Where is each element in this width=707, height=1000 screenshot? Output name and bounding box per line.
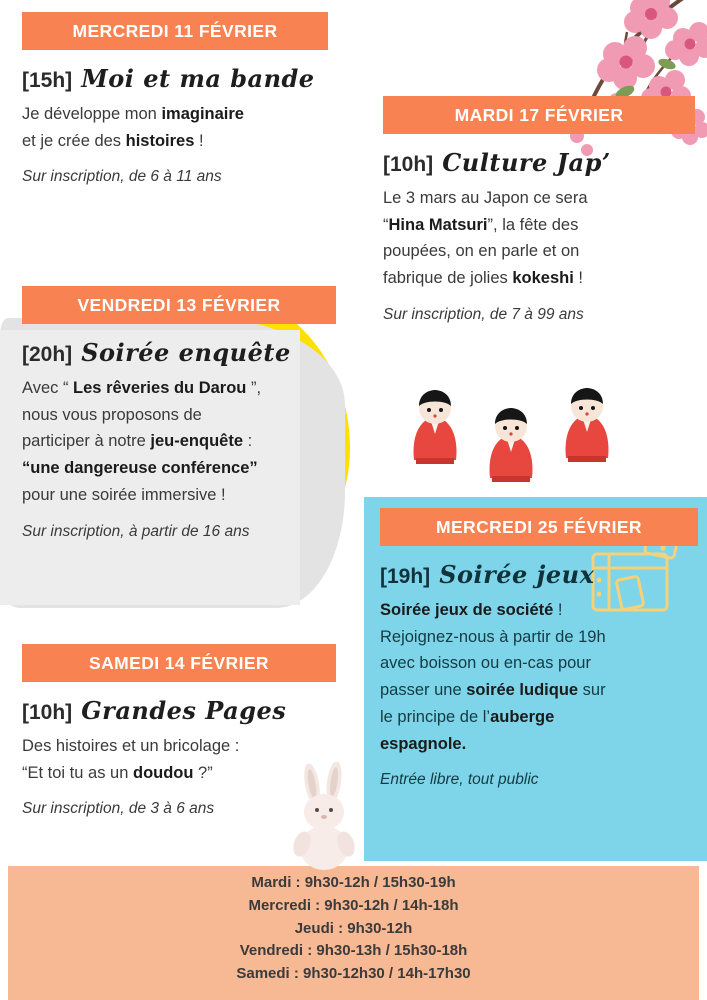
event-note: Sur inscription, de 7 à 99 ans (383, 305, 584, 323)
opening-hours-line: Mercredi : 9h30-12h / 14h-18h (248, 896, 459, 914)
event-hour: [15h] (22, 69, 73, 92)
event-hour: [10h] (383, 153, 434, 176)
opening-hours-line: Jeudi : 9h30-12h (294, 919, 413, 937)
opening-hours-line: Mardi : 9h30-12h / 15h30-19h (251, 874, 456, 891)
event-card-samedi-14 (22, 644, 328, 818)
event-body: Je développe mon imaginaire et je crée des histoires ! (22, 105, 244, 150)
event-card-mercredi-25 (380, 508, 690, 789)
event-card-vendredi-13 (22, 286, 328, 541)
event-header: SAMEDI 14 FÉVRIER (22, 644, 336, 682)
event-body: Des histoires et un bricolage : “Et toi tu as un doudou ?” (22, 737, 240, 782)
event-hour: [10h] (22, 701, 73, 724)
event-note: Sur inscription, de 6 à 11 ans (22, 168, 222, 186)
opening-hours-line: Samedi : 9h30-12h30 / 14h-17h30 (236, 965, 471, 983)
event-title-line (380, 560, 690, 589)
event-body: Avec “ Les rêveries du Darou ”, nous vous proposons de participer à notre jeu-enquête : “une dangereuse conférence” pour une soirée immersive ! (22, 379, 262, 504)
event-title-line (22, 64, 320, 93)
event-note: Sur inscription, de 3 à 6 ans (22, 800, 215, 818)
event-body: Le 3 mars au Japon ce sera “Hina Matsuri”, la fête des poupées, on en parle et on fabrique de jolies kokeshi ! (383, 189, 588, 288)
event-title: Moi et ma bande (81, 64, 315, 93)
event-title: Soirée jeux (439, 560, 595, 589)
opening-hours-block (8, 872, 699, 986)
event-title: Soirée enquête (81, 338, 291, 367)
event-note: Entrée libre, tout public (380, 771, 539, 789)
event-hour: [20h] (22, 343, 73, 366)
event-note: Sur inscription, à partir de 16 ans (22, 522, 250, 540)
event-card-mercredi-11 (22, 12, 320, 186)
event-title: Culture Jap’ (442, 148, 611, 177)
event-title-line (22, 696, 328, 725)
event-title-line (383, 148, 687, 177)
event-hour: [19h] (380, 565, 431, 588)
event-card-mardi-17 (383, 96, 687, 324)
event-header: VENDREDI 13 FÉVRIER (22, 286, 336, 324)
event-body: Soirée jeux de société ! Rejoignez-nous à partir de 19h avec boisson ou en-cas pour passer une soirée ludique sur le principe de l’auberge espagnole. (380, 601, 606, 753)
event-title-line (22, 338, 328, 367)
kokeshi-dolls-icon (404, 382, 634, 492)
event-title: Grandes Pages (81, 696, 287, 725)
event-header: MERCREDI 11 FÉVRIER (22, 12, 328, 50)
opening-hours-line: Vendredi : 9h30-13h / 15h30-18h (239, 942, 468, 960)
event-header: MERCREDI 25 FÉVRIER (380, 508, 698, 546)
event-header: MARDI 17 FÉVRIER (383, 96, 695, 134)
